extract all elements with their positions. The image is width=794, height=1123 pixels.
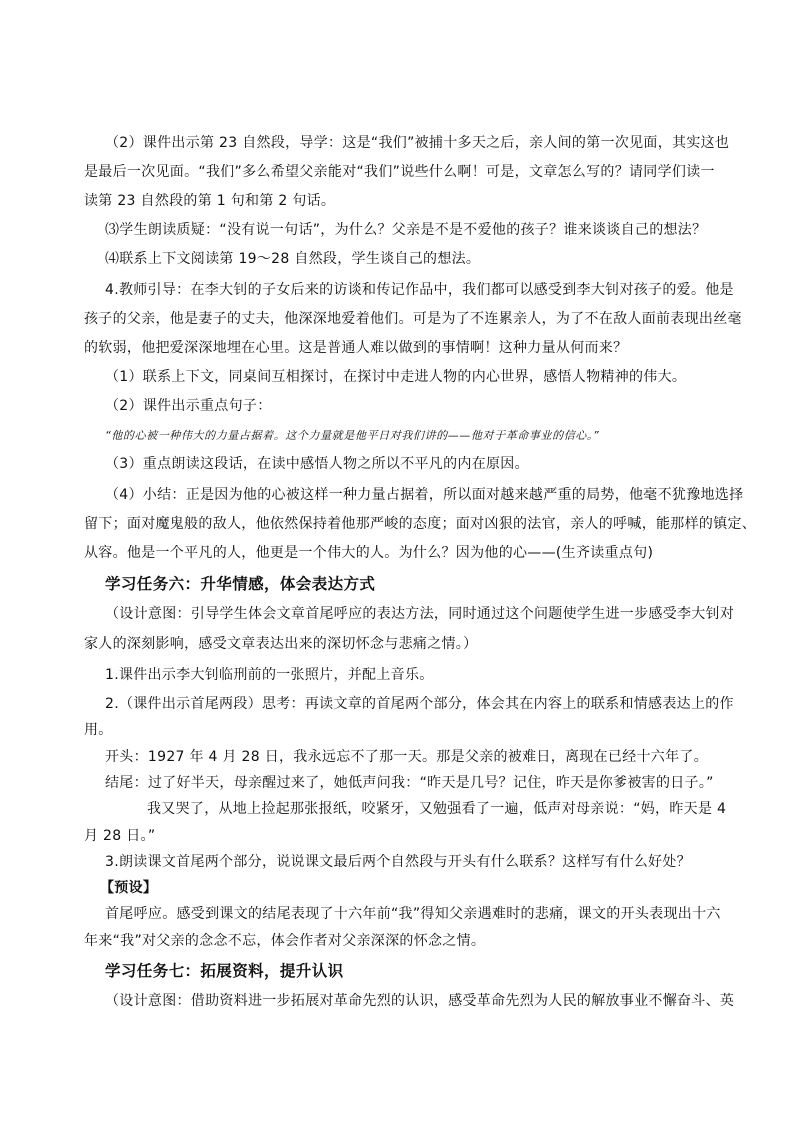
preset-tag: 【预设】 [100, 880, 158, 896]
text-line: 是最后一次见面。“我们”多么希望父亲能对“我们”说些什么啊！可是，文章怎么写的？请同学们读一 [84, 164, 715, 180]
text-line: 首尾呼应。感受到课文的结尾表现了十六年前“我”得知父亲遇难时的悲痛，课文的开头表现出十六 [105, 906, 721, 922]
text-line: （1）联系上下文，同桌间互相探讨，在探讨中走进人物的内心世界，感悟人物精神的伟大。 [105, 369, 687, 385]
text-line: 读第 23 自然段的第 1 句和第 2 句话。 [84, 193, 336, 209]
text-line: 家人的深刻影响，感受文章表达出来的深切怀念与悲痛之情。） [84, 636, 478, 652]
text-line: ⑷联系上下文阅读第 19～28 自然段，学生谈自己的想法。 [105, 251, 481, 267]
text-line: 留下；面对魔鬼般的敌人，他依然保持着他那严峻的态度；面对凶狠的法官，亲人的呼喊，能那样的镇定、 [84, 516, 757, 532]
key-sentence: “他的心被一种伟大的力量占据着。这个力量就是他平日对我们讲的——他对于革命事业的信心。” [105, 429, 600, 442]
text-line: 开头：1927 年 4 月 28 日，我永远忘不了那一天。那是父亲的被难日，离现在已经十六年了。 [105, 749, 708, 765]
text-line: ⑶学生朗读质疑：“没有说一句话”，为什么？父亲是不是不爱他的孩子？谁来谈谈自己的想法？ [105, 222, 707, 238]
text-line: 的软弱，他把爱深深地埋在心里。这是普通人难以做到的事情啊！这种力量从何而来？ [84, 340, 628, 356]
text-line: （设计意图：借助资料进一步拓展对革命先烈的认识，感受革命先烈为人民的解放事业不懈奋斗、英 [105, 993, 735, 1009]
text-line: 孩子的父亲，他是妻子的丈夫，他深深地爱着他们。可是为了不连累亲人，为了不在敌人面前表现出丝毫 [84, 311, 742, 327]
text-line: （设计意图：引导学生体会文章首尾呼应的表达方法，同时通过这个问题使学生进一步感受李大钊对 [105, 606, 735, 622]
text-line: （2）课件出示第 23 自然段，导学：这是“我们”被捕十多天之后，亲人间的第一次见面，其实这也 [105, 135, 730, 151]
text-line: 从容。他是一个平凡的人，他更是一个伟大的人。为什么？因为他的心——(生齐读重点句) [84, 545, 654, 561]
text-line: 我又哭了，从地上捡起那张报纸，咬紧牙，又勉强看了一遍，低声对母亲说：“妈，昨天是 4 [147, 801, 727, 817]
text-line: （4）小结：正是因为他的心被这样一种力量占据着，所以面对越来越严重的局势，他毫不犹豫地选择 [105, 487, 744, 503]
text-line: 用。 [84, 722, 113, 738]
section-heading: 学习任务七：拓展资料，提升认识 [105, 962, 344, 980]
section-heading: 学习任务六：升华情感，体会表达方式 [105, 575, 376, 593]
text-line: 1.课件出示李大钊临刑前的一张照片，并配上音乐。 [105, 667, 434, 683]
text-line: 月 28 日。” [84, 828, 156, 844]
text-line: 2.（课件出示首尾两段）思考：再读文章的首尾两个部分，体会其在内容上的联系和情感表达上的作 [105, 696, 734, 712]
text-line: （2）课件出示重点句子： [105, 398, 272, 414]
text-line: 结尾：过了好半天，母亲醒过来了，她低声问我：“昨天是几号？记住，昨天是你爹被害的日子。” [105, 775, 714, 791]
text-line: 3.朗读课文首尾两个部分，说说课文最后两个自然段与开头有什么联系？这样写有什么好处？ [105, 854, 691, 870]
text-line: 4.教师引导：在李大钊的子女后来的访谈和传记作品中，我们都可以感受到李大钊对孩子的爱。他是 [105, 282, 734, 298]
text-line: （3）重点朗读这段话，在读中感悟人物之所以不平凡的内在原因。 [105, 456, 529, 472]
text-line: 年来“我”对父亲的念念不忘，体会作者对父亲深深的怀念之情。 [84, 933, 486, 949]
